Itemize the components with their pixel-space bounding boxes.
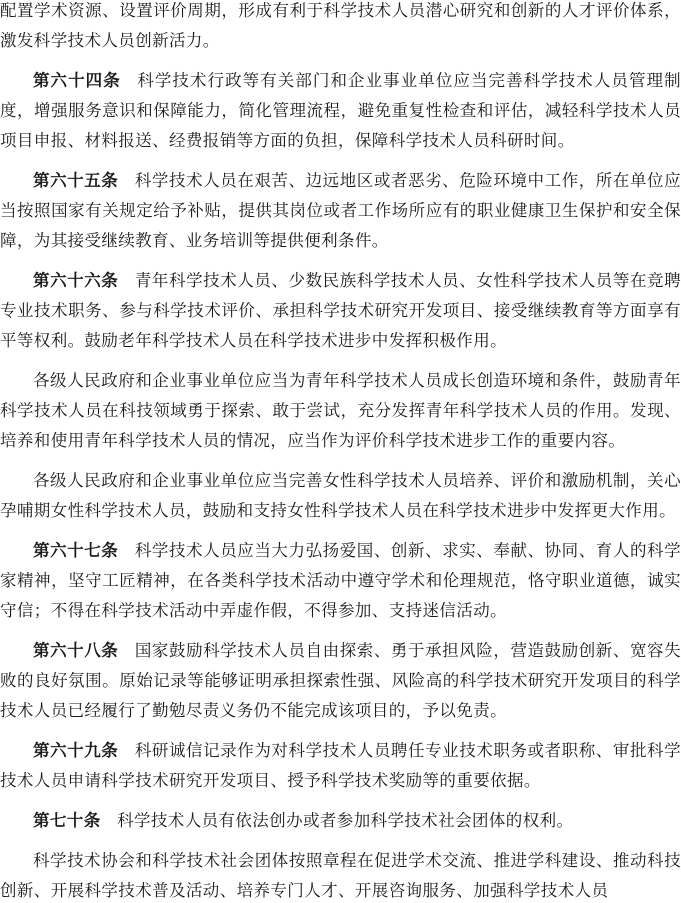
article-68 xyxy=(0,636,681,726)
article-69 xyxy=(0,736,681,796)
paragraph-text: 各级人民政府和企业事业单位应当为青年科学技术人员成长创造环境和条件，鼓励青年科学技术人员在科技领域勇于探索、敢于尝试，充分发挥青年科学技术人员的作用。发现、培养和使用青年科学技术人员的情况，应当作为评价科学技术进步工作的重要内容。 xyxy=(0,371,681,450)
paragraph-text: 各级人民政府和企业事业单位应当完善女性科学技术人员培养、评价和激励机制，关心孕哺期女性科学技术人员，鼓励和支持女性科学技术人员在科学技术进步中发挥更大作用。 xyxy=(0,471,681,520)
paragraph-text: 科学技术人员有依法创办或者参加科学技术社会团体的权利。 xyxy=(117,811,574,830)
paragraph-text: 配置学术资源、设置评价周期，形成有利于科学技术人员潜心研究和创新的人才评价体系，激发科学技术人员创新活力。 xyxy=(0,1,681,50)
article-70 xyxy=(0,806,681,836)
article-number: 第六十七条 xyxy=(33,541,119,560)
paragraph-text: 科学技术人员在艰苦、边远地区或者恶劣、危险环境中工作，所在单位应当按照国家有关规定给予补贴，提供其岗位或者工作场所应有的职业健康卫生保护和安全保障，为其接受继续教育、业务培训等提供便利条件。 xyxy=(0,171,681,250)
paragraph-text: 科研诚信记录作为对科学技术人员聘任专业技术职务或者职称、审批科学技术人员申请科学技术研究开发项目、授予科学技术奖励等的重要依据。 xyxy=(0,741,681,790)
paragraph-text: 科学技术人员应当大力弘扬爱国、创新、求实、奉献、协同、育人的科学家精神，坚守工匠精神，在各类科学技术活动中遵守学术和伦理规范，恪守职业道德，诚实守信；不得在科学技术活动中弄虚作假，不得参加、支持迷信活动。 xyxy=(0,541,681,620)
paragraph-text: 科学技术协会和科学技术社会团体按照章程在促进学术交流、推进学科建设、推动科技创新、开展科学技术普及活动、培养专门人才、开展咨询服务、加强科学技术人员 xyxy=(0,851,681,900)
article-number: 第六十八条 xyxy=(33,641,119,660)
paragraph-text: 国家鼓励科学技术人员自由探索、勇于承担风险，营造鼓励创新、宽容失败的良好氛围。原始记录等能够证明承担探索性强、风险高的科学技术研究开发项目的科学技术人员已经履行了勤勉尽责义务仍不能完成该项目的，予以免责。 xyxy=(0,641,681,720)
article-64 xyxy=(0,66,681,156)
paragraph xyxy=(0,846,681,903)
article-number: 第六十九条 xyxy=(33,741,119,760)
article-67 xyxy=(0,536,681,626)
paragraph xyxy=(0,466,681,526)
paragraph-text: 青年科学技术人员、少数民族科学技术人员、女性科学技术人员等在竞聘专业技术职务、参与科学技术评价、承担科学技术研究开发项目、接受继续教育等方面享有平等权利。鼓励老年科学技术人员在科学技术进步中发挥积极作用。 xyxy=(0,271,681,350)
article-66 xyxy=(0,266,681,356)
paragraph xyxy=(0,366,681,456)
paragraph xyxy=(0,0,681,56)
article-number: 第七十条 xyxy=(33,811,101,830)
article-65 xyxy=(0,166,681,256)
article-number: 第六十五条 xyxy=(33,171,119,190)
article-number: 第六十四条 xyxy=(33,71,121,90)
article-number: 第六十六条 xyxy=(33,271,119,290)
paragraph-text: 科学技术行政等有关部门和企业事业单位应当完善科学技术人员管理制度，增强服务意识和保障能力，简化管理流程，避免重复性检查和评估，减轻科学技术人员项目申报、材料报送、经费报销等方面的负担，保障科学技术人员科研时间。 xyxy=(0,71,681,150)
